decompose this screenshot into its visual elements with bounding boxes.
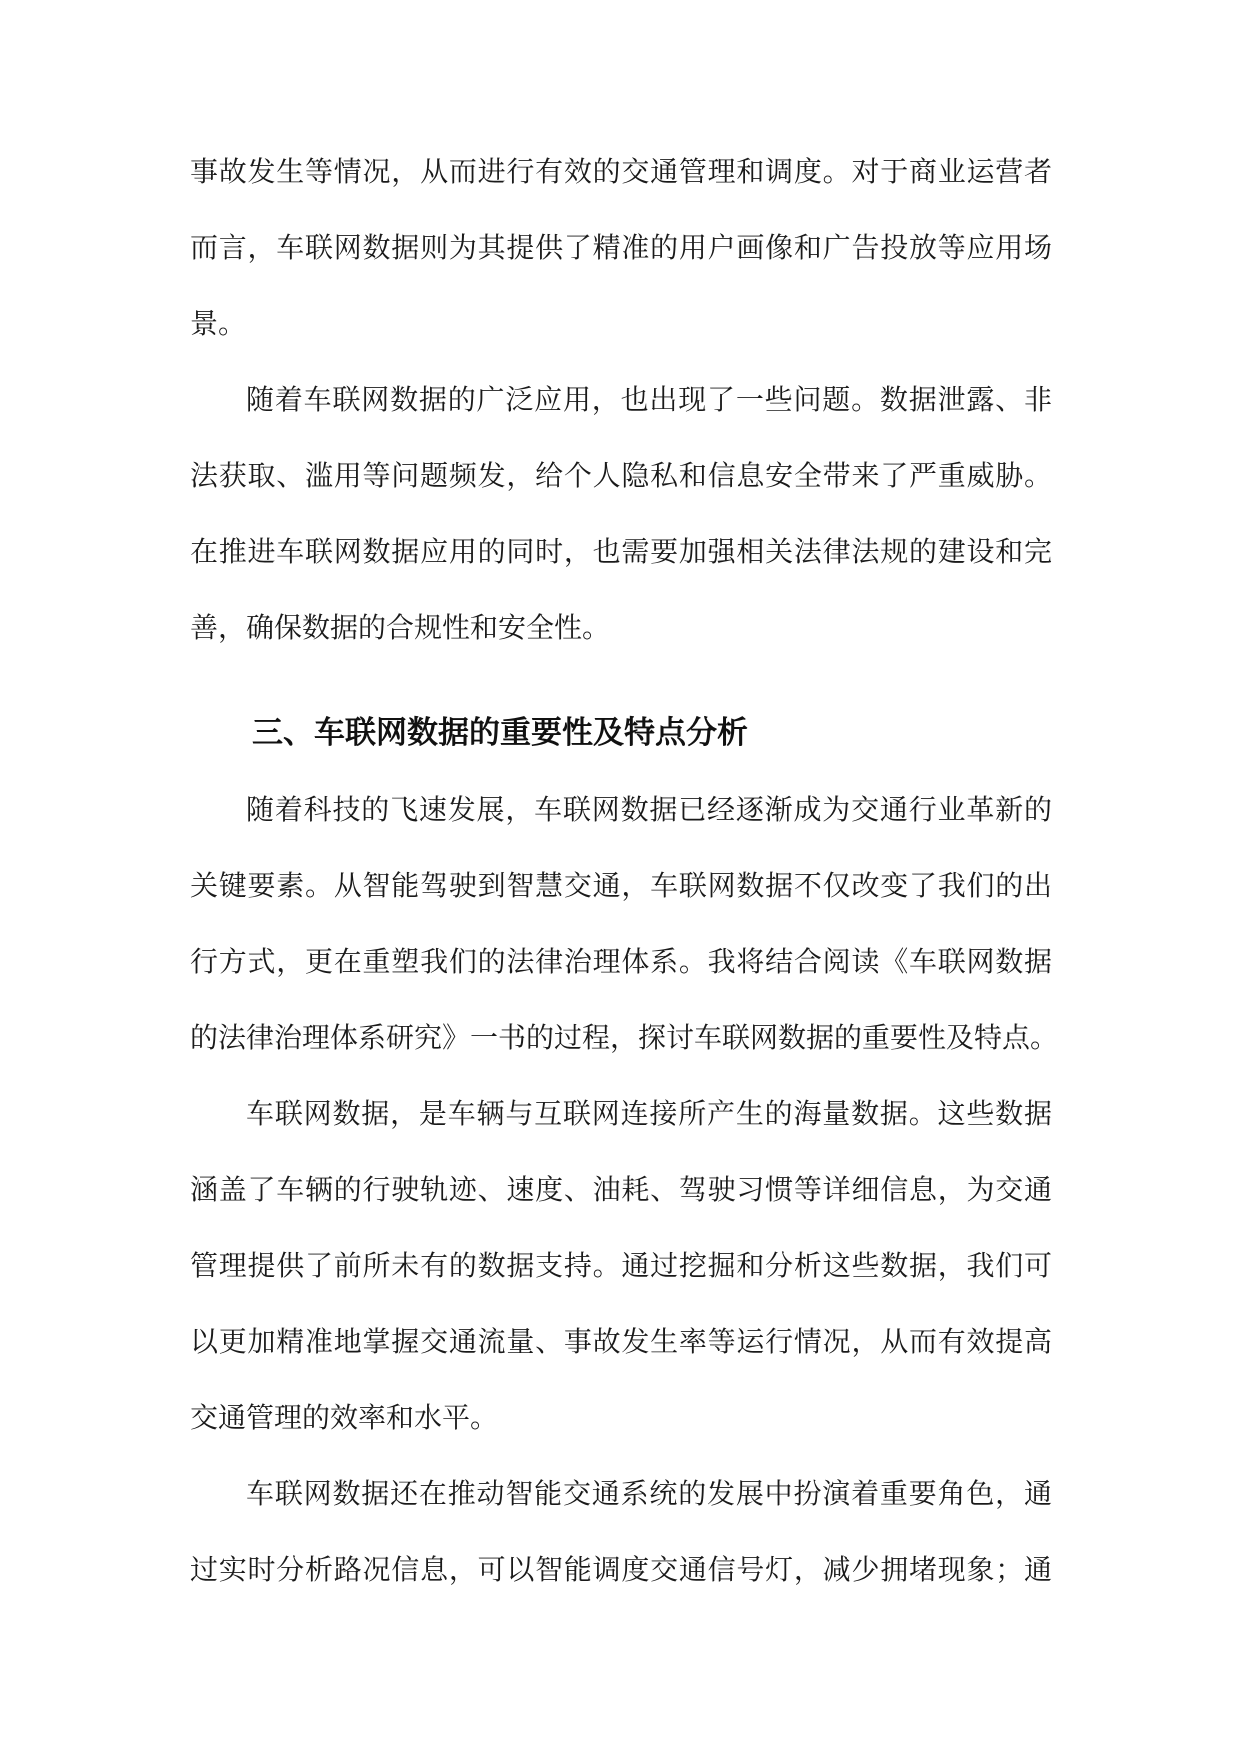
paragraph-line: 而言，车联网数据则为其提供了精准的用户画像和广告投放等应用场 [190, 231, 1052, 264]
paragraph-line: 善，确保数据的合规性和安全性。 [190, 611, 611, 644]
paragraph-line: 法获取、滥用等问题频发，给个人隐私和信息安全带来了严重威胁。 [190, 459, 1052, 492]
paragraph-line: 交通管理的效率和水平。 [190, 1401, 499, 1434]
paragraph-line: 行方式，更在重塑我们的法律治理体系。我将结合阅读《车联网数据 [190, 945, 1052, 978]
paragraph-line: 车联网数据，是车辆与互联网连接所产生的海量数据。这些数据 [246, 1097, 1052, 1130]
paragraph-line: 过实时分析路况信息，可以智能调度交通信号灯，减少拥堵现象；通 [190, 1553, 1052, 1586]
paragraph-line: 关键要素。从智能驾驶到智慧交通，车联网数据不仅改变了我们的出 [190, 869, 1052, 902]
paragraph-line: 的法律治理体系研究》一书的过程，探讨车联网数据的重要性及特点。 [190, 1021, 1059, 1054]
paragraph-line: 事故发生等情况，从而进行有效的交通管理和调度。对于商业运营者 [190, 155, 1052, 188]
paragraph-line: 随着科技的飞速发展，车联网数据已经逐渐成为交通行业革新的 [246, 793, 1052, 826]
paragraph-line: 涵盖了车辆的行驶轨迹、速度、油耗、驾驶习惯等详细信息，为交通 [190, 1173, 1052, 1206]
section-heading: 三、车联网数据的重要性及特点分析 [252, 715, 748, 751]
paragraph-line: 景。 [190, 307, 247, 340]
paragraph-line: 车联网数据还在推动智能交通系统的发展中扮演着重要角色，通 [246, 1477, 1052, 1510]
paragraph-line: 管理提供了前所未有的数据支持。通过挖掘和分析这些数据，我们可 [190, 1249, 1052, 1282]
paragraph-line: 以更加精准地掌握交通流量、事故发生率等运行情况，从而有效提高 [190, 1325, 1052, 1358]
paragraph-line: 在推进车联网数据应用的同时，也需要加强相关法律法规的建设和完 [190, 535, 1052, 568]
paragraph-line: 随着车联网数据的广泛应用，也出现了一些问题。数据泄露、非 [246, 383, 1052, 416]
